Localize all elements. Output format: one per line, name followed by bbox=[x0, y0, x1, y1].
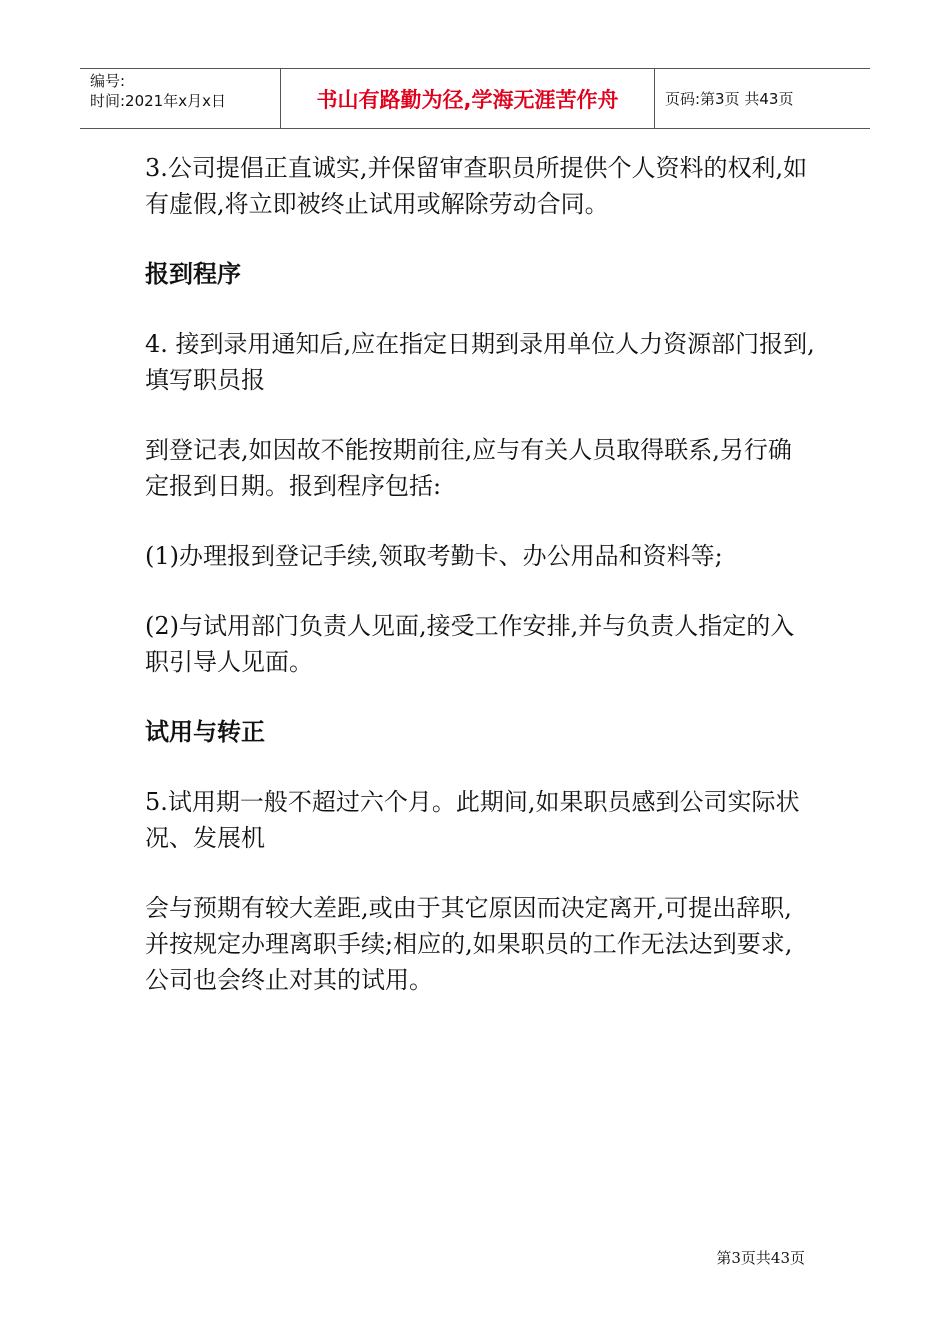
document-time: 时间:2021年x月x日 bbox=[90, 92, 226, 110]
paragraph: 3.公司提倡正直诚实,并保留审查职员所提供个人资料的权利,如有虚假,将立即被终止试用或解除劳动合同。 bbox=[145, 154, 808, 218]
paragraph: 会与预期有较大差距,或由于其它原因而决定离开,可提出辞职,并按规定办理离职手续;相应的,如果职员的工作无法达到要求,公司也会终止对其的试用。 bbox=[145, 894, 793, 994]
page-footer: 第3页共43页 bbox=[716, 1249, 805, 1267]
page-header bbox=[80, 68, 870, 129]
header-motto: 书山有路勤为径,学海无涯苦作舟 bbox=[281, 69, 655, 128]
section-heading: 试用与转正 bbox=[145, 718, 265, 746]
paragraph: (1)办理报到登记手续,领取考勤卡、办公用品和资料等; bbox=[145, 542, 723, 570]
paragraph: 4. 接到录用通知后,应在指定日期到录用单位人力资源部门报到,填写职员报 bbox=[145, 330, 815, 394]
paragraph: 5.试用期一般不超过六个月。此期间,如果职员感到公司实际状况、发展机 bbox=[145, 788, 800, 852]
document-number: 编号: bbox=[90, 72, 126, 90]
document-body bbox=[145, 150, 815, 1032]
header-page-number: 页码:第3页 共43页 bbox=[665, 90, 794, 108]
section-heading: 报到程序 bbox=[145, 260, 241, 288]
header-meta bbox=[80, 69, 281, 128]
paragraph: 到登记表,如因故不能按期前往,应与有关人员取得联系,另行确定报到日期。报到程序包括: bbox=[145, 436, 792, 500]
paragraph: (2)与试用部门负责人见面,接受工作安排,并与负责人指定的入职引导人见面。 bbox=[145, 612, 795, 676]
